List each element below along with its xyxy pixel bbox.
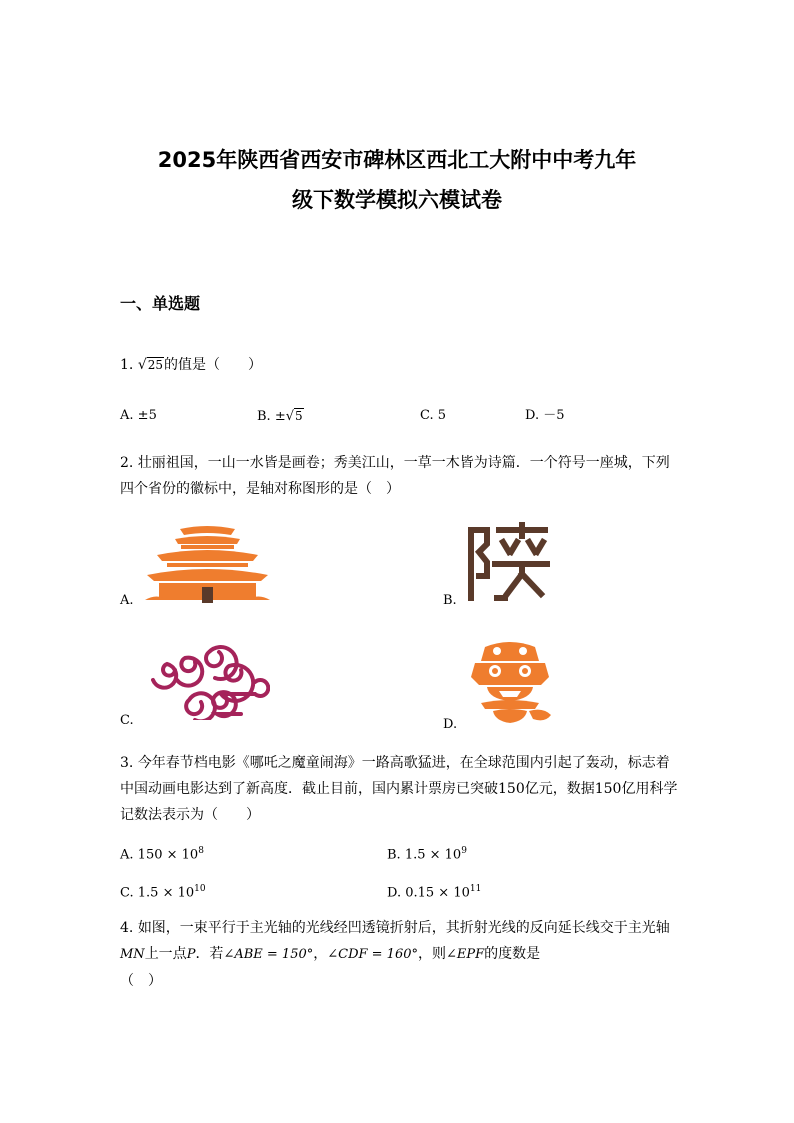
option-value: ± (274, 409, 286, 424)
option-label: D. (525, 408, 540, 423)
q3-option-a (120, 840, 204, 866)
option-label: A. (120, 408, 134, 423)
q2-number: 2. (120, 455, 134, 471)
q4-text-1: 如图，一束平行于主光轴的光线经凹透镜折射后，其折射光线的反向延长线交于主光轴 (137, 920, 670, 936)
q2-option-a-label: A. (120, 593, 134, 608)
option-base: 150 × 10 (137, 847, 199, 863)
q4-angle-abe: ∠ABE = 150° (223, 947, 314, 962)
question-1 (120, 352, 680, 378)
option-base: 0.15 × 10 (405, 885, 470, 901)
q4-text-3: ．若 (195, 946, 224, 962)
q1-sqrt: √25 (137, 357, 164, 373)
q3-option-b (387, 840, 467, 866)
q4-text-4: ，则 (418, 946, 446, 962)
pavilion-emblem-icon (145, 525, 270, 605)
lion-mask-emblem-icon (465, 637, 555, 727)
option-value: 5 (437, 408, 447, 423)
section-heading: 一、单选题 (120, 294, 201, 313)
q4-angle-epf: ∠EPF (446, 947, 485, 962)
option-base: 1.5 × 10 (404, 847, 462, 863)
q4-angle-cdf: ∠CDF = 160° (327, 947, 418, 962)
option-label: B. (257, 409, 271, 424)
q2-option-c-label: C. (120, 713, 134, 728)
q1-b-radicand: 5 (295, 409, 303, 423)
option-label: D. (387, 885, 402, 901)
q4-text-2: 上一点 (144, 946, 187, 962)
q4-axis-mn: MN (120, 947, 145, 962)
q4-answer-paren: （ ） (120, 973, 162, 989)
shaanxi-character-emblem-icon (465, 522, 550, 602)
question-2 (120, 450, 680, 502)
option-value: ±5 (137, 408, 157, 423)
q1-option-c (420, 405, 446, 427)
question-3 (120, 750, 680, 828)
page-title-line2: 级下数学模拟六模试卷 (292, 188, 502, 212)
option-label: B. (387, 847, 401, 863)
q2-text: 壮丽祖国，一山一水皆是画卷；秀美江山，一草一木皆为诗篇．一个符号一座城，下列四个省份的徽标中，是轴对称图形的是（ ） (120, 455, 670, 497)
q4-point-p: P (186, 947, 196, 962)
q1-text: 的值是（ ） (164, 357, 263, 373)
q3-number: 3. (120, 755, 134, 771)
q1-option-a (120, 405, 157, 427)
option-base: 1.5 × 10 (137, 885, 195, 901)
q1-option-d (525, 405, 565, 427)
option-label: C. (120, 885, 134, 901)
q3-text: 今年春节档电影《哪吒之魔童闹海》一路高歌猛进，在全球范围内引起了轰动，标志着中国动画电影达到了新高度．截止目前，国内累计票房已突破150亿元，数据150亿用科学记数法表示为（ ） (120, 755, 678, 823)
option-label: A. (120, 847, 134, 863)
option-exponent: 9 (461, 846, 467, 856)
q3-option-c (120, 878, 206, 904)
q2-option-d-label: D. (443, 717, 458, 732)
option-value: －5 (543, 408, 565, 423)
q4-separator: ， (313, 946, 328, 962)
option-exponent: 11 (469, 884, 482, 894)
page-title-line1: 2025年陕西省西安市碑林区西北工大附中中考九年 (157, 148, 637, 172)
q4-text-5: 的度数是 (484, 946, 541, 962)
cloud-emblem-icon (145, 640, 270, 720)
option-exponent: 8 (198, 846, 204, 856)
option-exponent: 10 (194, 884, 206, 894)
q3-option-d (387, 878, 481, 904)
q1-option-b (257, 405, 304, 428)
option-label: C. (420, 408, 434, 423)
q1-radicand: 25 (147, 358, 164, 372)
q1-b-sqrt: √5 (285, 409, 303, 424)
q1-number: 1. (120, 357, 134, 373)
q4-number: 4. (120, 920, 134, 936)
question-4 (120, 915, 680, 994)
q2-option-b-label: B. (443, 593, 457, 608)
